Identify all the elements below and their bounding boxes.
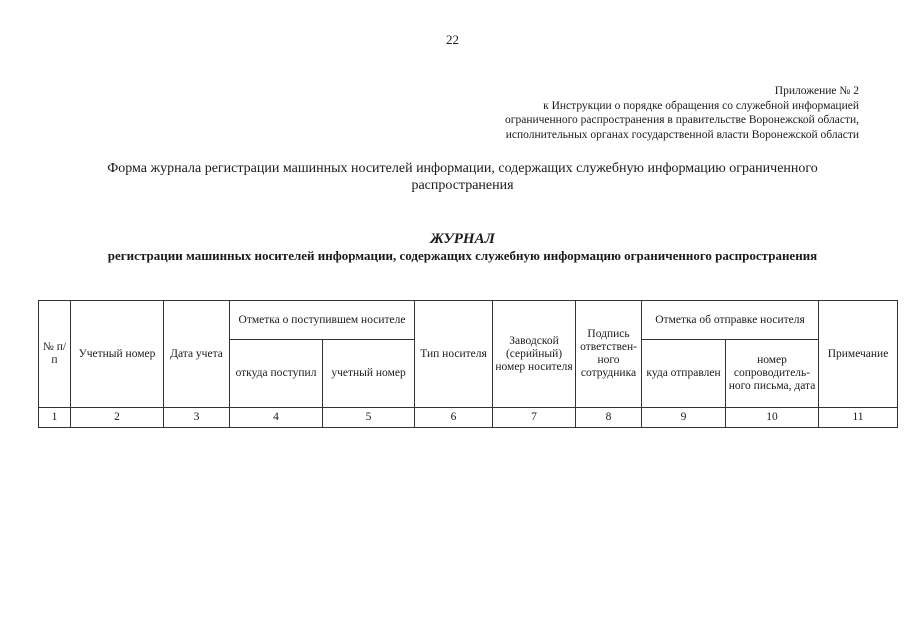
column-number-cell: 2 — [71, 408, 164, 428]
header-from-where: откуда поступил — [230, 340, 323, 408]
header-group-sent: Отметка об отправке носителя — [642, 301, 819, 340]
column-number-cell: 5 — [323, 408, 415, 428]
column-number-cell: 11 — [819, 408, 898, 428]
journal-title: ЖУРНАЛ — [430, 231, 495, 247]
appendix-line: исполнительных органах государственной власти Воронежской области — [505, 128, 859, 141]
registration-table — [38, 300, 898, 428]
appendix-line: к Инструкции о порядке обращения со служебной информацией — [543, 99, 859, 112]
header-account-number: Учетный номер — [71, 301, 164, 408]
column-number-cell: 7 — [493, 408, 576, 428]
header-letter-number-date: номер сопроводитель-ного письма, дата — [726, 340, 819, 408]
header-received-account-number: учетный номер — [323, 340, 415, 408]
column-number-cell: 4 — [230, 408, 323, 428]
journal-subtitle: регистрации машинных носителей информации, содержащих служебную информацию ограниченного распространения — [107, 248, 818, 263]
header-signature: Подпись ответствен-ного сотрудника — [576, 301, 642, 408]
column-number-cell: 6 — [415, 408, 493, 428]
page-number: 22 — [446, 32, 459, 47]
header-where-sent: куда отправлен — [642, 340, 726, 408]
column-number-cell: 3 — [164, 408, 230, 428]
appendix-line: Приложение № 2 — [774, 85, 859, 97]
column-number-cell: 10 — [726, 408, 819, 428]
header-serial-number: Заводской (серийный) номер носителя — [493, 301, 576, 408]
column-number-cell: 8 — [576, 408, 642, 428]
form-title: Форма журнала регистрации машинных носителей информации, содержащих служебную информацию ограниченного распространения — [107, 161, 818, 193]
appendix-line: ограниченного распространения в правительстве Воронежской области, — [505, 114, 859, 126]
column-number-cell: 9 — [642, 408, 726, 428]
header-media-type: Тип носителя — [415, 301, 493, 408]
header-note: Примечание — [819, 301, 898, 408]
journal-heading — [60, 230, 865, 263]
column-number-cell: 1 — [39, 408, 71, 428]
header-num: № п/п — [39, 301, 71, 408]
header-group-received: Отметка о поступившем носителе — [230, 301, 415, 340]
header-account-date: Дата учета — [164, 301, 230, 408]
appendix-block — [505, 84, 859, 142]
